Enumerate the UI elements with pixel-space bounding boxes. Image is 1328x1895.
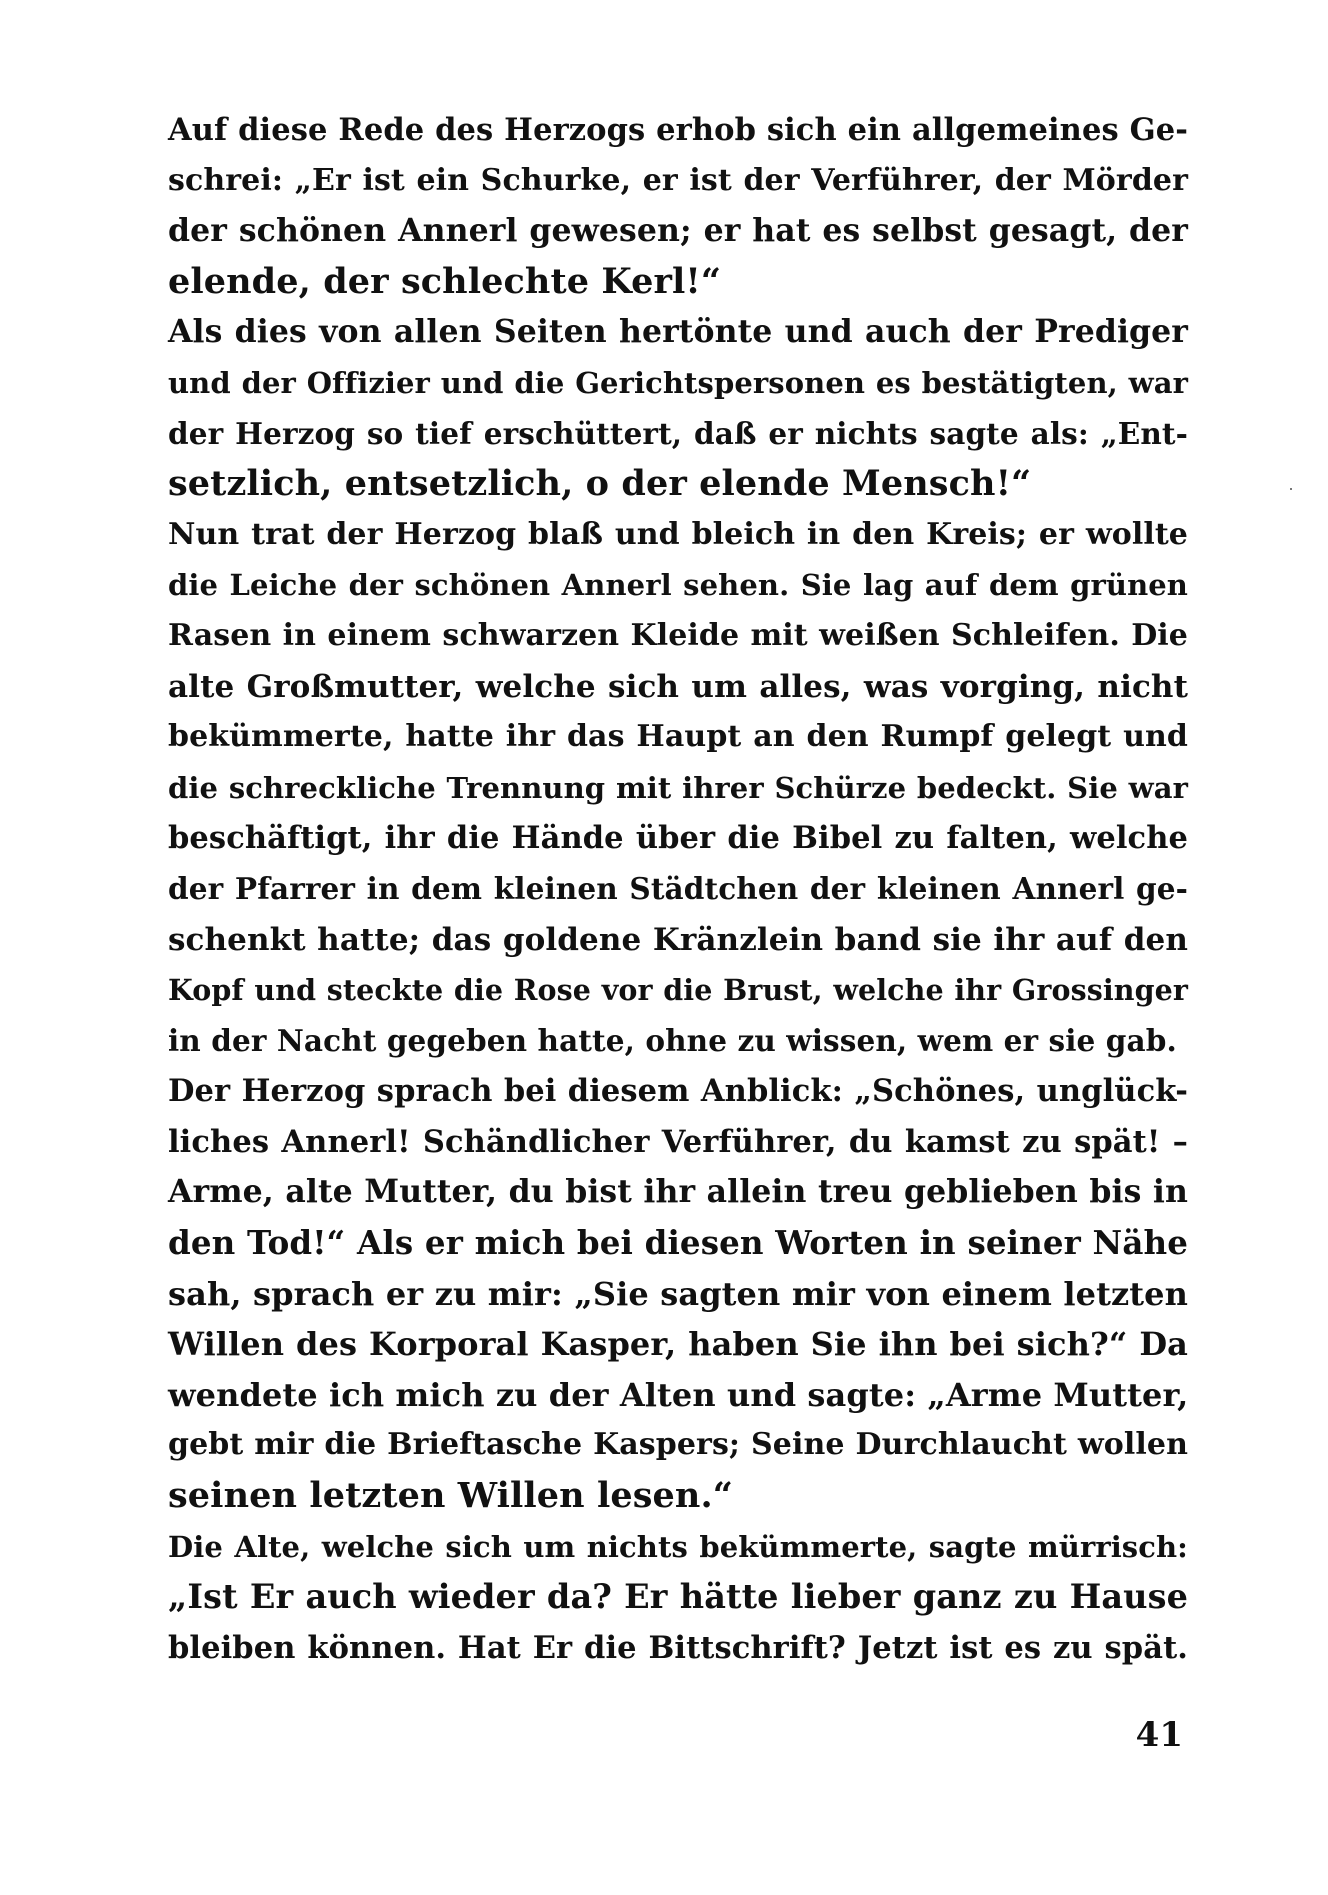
text-line: Die Alte, welche sich um nichts bekümmerte, sagte mürrisch: [168, 1529, 1188, 1564]
text-line: seinen letzten Willen lesen.“ [168, 1475, 733, 1517]
text-line: in der Nacht gegeben hatte, ohne zu wissen, wem er sie gab. [168, 1022, 1177, 1058]
text-line: Nun trat der Herzog blaß und bleich in den Kreis; er wollte [168, 516, 1188, 552]
text-line: Auf diese Rede des Herzogs erhob sich ein allgemeines Ge- [168, 112, 1188, 148]
text-line: Kopf und steckte die Rose vor die Brust, welche ihr Grossinger [168, 973, 1188, 1008]
text-line: die Leiche der schönen Annerl sehen. Sie lag auf dem grünen [168, 568, 1188, 603]
text-line: alte Großmutter, welche sich um alles, was vorging, nicht [168, 668, 1188, 705]
text-line: Rasen in einem schwarzen Kleide mit weißen Schleifen. Die [168, 617, 1188, 653]
text-line: „Ist Er auch wieder da? Er hätte lieber ganz zu Hause [168, 1577, 1188, 1617]
text-line: setzlich, entsetzlich, o der elende Mensch!“ [168, 463, 1032, 505]
margin-speck [1290, 488, 1292, 490]
text-line: der Pfarrer in dem kleinen Städtchen der kleinen Annerl ge- [168, 870, 1188, 906]
text-line: der Herzog so tief erschüttert, daß er nichts sagte als: „Ent- [168, 415, 1188, 451]
text-line: schenkt hatte; das goldene Kränzlein band sie ihr auf den [168, 921, 1188, 958]
text-line: bleiben können. Hat Er die Bittschrift? Jetzt ist es zu spät. [168, 1629, 1188, 1666]
text-line: bekümmerte, hatte ihr das Haupt an den Rumpf gelegt und [168, 719, 1188, 755]
text-line: gebt mir die Brieftasche Kaspers; Seine Durchlaucht wollen [168, 1427, 1188, 1463]
page-number: 41 [1135, 1715, 1183, 1755]
text-line: Der Herzog sprach bei diesem Anblick: „Schönes, unglück- [168, 1073, 1188, 1110]
body-text [168, 105, 1188, 1673]
text-line: beschäftigt, ihr die Hände über die Bibel zu falten, welche [168, 820, 1188, 857]
text-line: elende, der schlechte Kerl!“ [168, 260, 722, 302]
text-line: wendete ich mich zu der Alten und sagte: „Arme Mutter, [168, 1375, 1189, 1414]
text-line: den Tod!“ Als er mich bei diesen Worten in seiner Nähe [168, 1223, 1188, 1263]
text-line: der schönen Annerl gewesen; er hat es selbst gesagt, der [168, 212, 1188, 250]
text-line: liches Annerl! Schändlicher Verführer, du kamst zu spät! – [168, 1123, 1188, 1160]
text-line: Arme, alte Mutter, du bist ihr allein treu geblieben bis in [168, 1173, 1188, 1211]
text-line: Als dies von allen Seiten hertönte und auch der Prediger [168, 313, 1188, 351]
text-line: Willen des Korporal Kasper, haben Sie ihn bei sich?“ Da [168, 1325, 1188, 1364]
text-line: die schreckliche Trennung mit ihrer Schürze bedeckt. Sie war [168, 770, 1188, 805]
text-line: und der Offizier und die Gerichtspersonen es bestätigten, war [168, 365, 1188, 400]
text-line: schrei: „Er ist ein Schurke, er ist der Verführer, der Mörder [168, 162, 1188, 198]
text-line: sah, sprach er zu mir: „Sie sagten mir von einem letzten [168, 1274, 1188, 1313]
